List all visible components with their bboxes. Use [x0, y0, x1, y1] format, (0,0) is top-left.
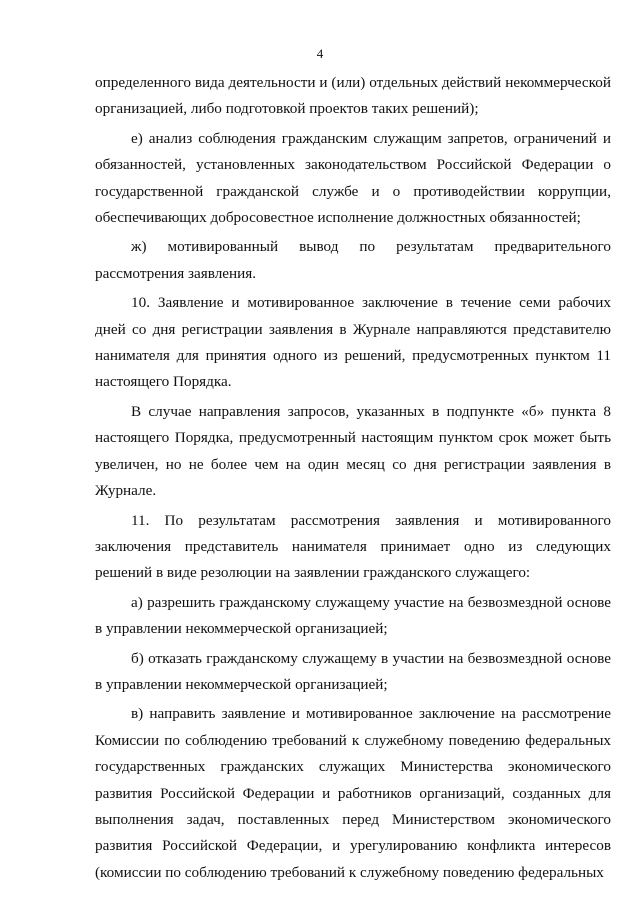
- paragraph-8: б) отказать гражданскому служащему в участии на безвозмездной основе в управлении некоммерческой организацией;: [95, 649, 611, 693]
- paragraph-3: ж) мотивированный вывод по результатам предварительного рассмотрения заявления.: [95, 238, 611, 282]
- paragraph-2: е) анализ соблюдения гражданским служащим запретов, ограничений и обязанностей, установленных законодательством Российской Федерации о государственной гражданской службе и о противодействии коррупции, обеспечивающих добросовестное исполнение должностных обязанностей;: [95, 129, 611, 227]
- paragraph-9: в) направить заявление и мотивированное заключение на рассмотрение Комиссии по соблюдению требований к служебному поведению федеральных государственных гражданских служащих Министерства экономического развития Российской Федерации и работников организаций, созданных для выполнения задач, поставленных перед Министерством экономического развития Российской Федерации, и урегулированию конфликта интересов (комиссии по соблюдению требований к служебному поведению федеральных: [95, 705, 611, 881]
- document-body: [95, 70, 611, 886]
- paragraph-1: определенного вида деятельности и (или) отдельных действий некоммерческой организацией, либо подготовкой проектов таких решений);: [95, 74, 611, 118]
- paragraph-4: 10. Заявление и мотивированное заключение в течение семи рабочих дней со дня регистрации заявления в Журнале направляются представителю нанимателя для принятия одного из решений, предусмотренных пунктом 11 настоящего Порядка.: [95, 294, 611, 391]
- paragraph-5: В случае направления запросов, указанных в подпункте «б» пункта 8 настоящего Порядка, предусмотренный настоящим пунктом срок может быть увеличен, но не более чем на один месяц со дня регистрации заявления в Журнале.: [95, 402, 611, 500]
- paragraph-7: а) разрешить гражданскому служащему участие на безвозмездной основе в управлении некоммерческой организацией;: [95, 593, 611, 638]
- page-number: 4: [316, 46, 324, 61]
- paragraph-6: 11. По результатам рассмотрения заявления и мотивированного заключения представитель нанимателя принимает одно из следующих решений в виде резолюции на заявлении гражданского служащего:: [95, 511, 611, 582]
